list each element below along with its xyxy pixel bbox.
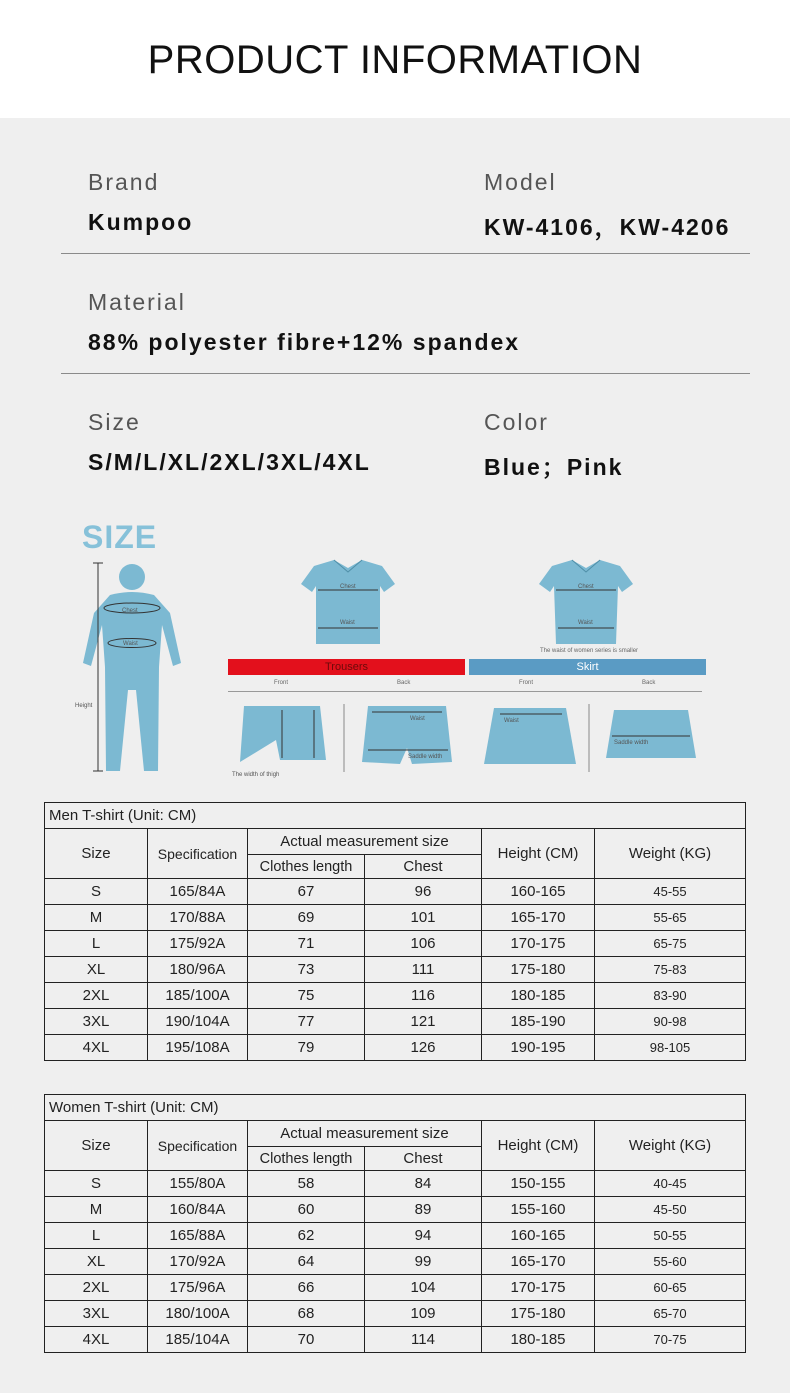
cell-chest: 116 — [365, 983, 482, 1009]
header-height: Height (CM) — [482, 1121, 595, 1171]
skirt-saddle-width-label: Saddle width — [614, 740, 649, 746]
cell-length: 64 — [248, 1249, 365, 1275]
trousers-front-label: Front — [274, 680, 289, 686]
cell-chest: 114 — [365, 1327, 482, 1353]
cell-spec: 180/100A — [148, 1301, 248, 1327]
color-label: Color — [484, 409, 549, 435]
body-waist-label: Waist — [123, 641, 138, 647]
cell-weight: 90-98 — [595, 1009, 746, 1035]
cell-chest: 84 — [365, 1171, 482, 1197]
cell-chest: 99 — [365, 1249, 482, 1275]
men-shirt-figure — [298, 558, 398, 646]
cell-size: 2XL — [45, 1275, 148, 1301]
cell-spec: 175/96A — [148, 1275, 248, 1301]
cell-spec: 180/96A — [148, 957, 248, 983]
cell-chest: 89 — [365, 1197, 482, 1223]
cell-spec: 190/104A — [148, 1009, 248, 1035]
women-waist-note: The waist of women series is smaller — [540, 648, 639, 654]
men-shirt-chest-label: Chest — [340, 584, 356, 590]
cell-spec: 170/92A — [148, 1249, 248, 1275]
brand-value: Kumpoo — [88, 209, 194, 235]
cell-chest: 111 — [365, 957, 482, 983]
body-measurement-figure — [70, 555, 200, 777]
skirt-waist-label: Waist — [504, 718, 519, 724]
women-shirt-chest-label: Chest — [578, 584, 594, 590]
cell-weight: 65-75 — [595, 931, 746, 957]
table-row — [45, 931, 746, 957]
cell-height: 175-180 — [482, 1301, 595, 1327]
table-row — [45, 1249, 746, 1275]
cell-weight: 50-55 — [595, 1223, 746, 1249]
trousers-bar: Trousers — [228, 659, 465, 675]
cell-weight: 70-75 — [595, 1327, 746, 1353]
women-shirt-waist-label: Waist — [578, 620, 593, 626]
cell-chest: 106 — [365, 931, 482, 957]
size-guide-title: SIZE — [82, 519, 158, 555]
header-size: Size — [45, 829, 148, 879]
header-weight: Weight (KG) — [595, 1121, 746, 1171]
saddle-width-label: Saddle width — [408, 754, 443, 760]
cell-size: 4XL — [45, 1327, 148, 1353]
cell-height: 170-175 — [482, 1275, 595, 1301]
cell-length: 58 — [248, 1171, 365, 1197]
cell-chest: 109 — [365, 1301, 482, 1327]
cell-height: 155-160 — [482, 1197, 595, 1223]
header-weight: Weight (KG) — [595, 829, 746, 879]
cell-length: 69 — [248, 905, 365, 931]
cell-spec: 165/84A — [148, 879, 248, 905]
divider — [61, 253, 750, 254]
cell-weight: 75-83 — [595, 957, 746, 983]
material-label: Material — [88, 289, 186, 315]
cell-spec: 160/84A — [148, 1197, 248, 1223]
table-row — [45, 1035, 746, 1061]
cell-size: S — [45, 1171, 148, 1197]
women-shirt-figure — [536, 558, 636, 646]
header-spec: Specification — [148, 1121, 248, 1171]
body-chest-label: Chest — [122, 608, 138, 614]
cell-length: 60 — [248, 1197, 365, 1223]
material-value: 88% polyester fibre+12% spandex — [88, 329, 521, 355]
cell-height: 165-170 — [482, 905, 595, 931]
cell-size: 2XL — [45, 983, 148, 1009]
cell-size: M — [45, 1197, 148, 1223]
men-shirt-waist-label: Waist — [340, 620, 355, 626]
cell-size: L — [45, 1223, 148, 1249]
cell-spec: 155/80A — [148, 1171, 248, 1197]
cell-chest: 121 — [365, 1009, 482, 1035]
table-row — [45, 1197, 746, 1223]
cell-length: 67 — [248, 879, 365, 905]
table-row — [45, 879, 746, 905]
table-row — [45, 1171, 746, 1197]
cell-chest: 94 — [365, 1223, 482, 1249]
cell-length: 68 — [248, 1301, 365, 1327]
cell-size: L — [45, 931, 148, 957]
cell-height: 150-155 — [482, 1171, 595, 1197]
cell-weight: 98-105 — [595, 1035, 746, 1061]
header-size: Size — [45, 1121, 148, 1171]
cell-size: S — [45, 879, 148, 905]
cell-size: 3XL — [45, 1009, 148, 1035]
cell-height: 165-170 — [482, 1249, 595, 1275]
cell-length: 66 — [248, 1275, 365, 1301]
women-table-caption: Women T-shirt (Unit: CM) — [45, 1095, 746, 1121]
cell-height: 180-185 — [482, 983, 595, 1009]
table-row — [45, 983, 746, 1009]
cell-length: 71 — [248, 931, 365, 957]
cell-spec: 170/88A — [148, 905, 248, 931]
table-row — [45, 957, 746, 983]
cell-height: 160-165 — [482, 879, 595, 905]
cell-weight: 65-70 — [595, 1301, 746, 1327]
cell-weight: 40-45 — [595, 1171, 746, 1197]
header-spec: Specification — [148, 829, 248, 879]
page-header — [0, 0, 790, 118]
table-row — [45, 1327, 746, 1353]
cell-height: 185-190 — [482, 1009, 595, 1035]
cell-size: XL — [45, 1249, 148, 1275]
cell-weight: 60-65 — [595, 1275, 746, 1301]
header-chest: Chest — [365, 855, 482, 879]
table-row — [45, 1275, 746, 1301]
trousers-waist-label: Waist — [410, 716, 425, 722]
cell-chest: 104 — [365, 1275, 482, 1301]
trousers-back-label: Back — [397, 680, 411, 686]
cell-spec: 175/92A — [148, 931, 248, 957]
cell-size: 4XL — [45, 1035, 148, 1061]
size-value: S/M/L/XL/2XL/3XL/4XL — [88, 449, 371, 475]
women-size-table — [44, 1094, 746, 1353]
body-height-label: Height — [75, 703, 93, 709]
cell-size: M — [45, 905, 148, 931]
model-value: KW-4106，KW-4206 — [484, 214, 731, 240]
men-table-caption: Men T-shirt (Unit: CM) — [45, 803, 746, 829]
thigh-width-label: The width of thigh — [232, 772, 280, 778]
header-length: Clothes length — [248, 855, 365, 879]
cell-spec: 195/108A — [148, 1035, 248, 1061]
model-label: Model — [484, 169, 557, 195]
page-title: PRODUCT INFORMATION — [147, 38, 643, 82]
header-length: Clothes length — [248, 1147, 365, 1171]
skirt-front-label: Front — [519, 680, 534, 686]
divider — [61, 373, 750, 374]
skirt-back-label: Back — [642, 680, 656, 686]
cell-height: 175-180 — [482, 957, 595, 983]
cell-height: 160-165 — [482, 1223, 595, 1249]
cell-chest: 126 — [365, 1035, 482, 1061]
header-height: Height (CM) — [482, 829, 595, 879]
cell-length: 79 — [248, 1035, 365, 1061]
skirt-bar: Skirt — [469, 659, 706, 675]
table-row — [45, 1301, 746, 1327]
cell-length: 62 — [248, 1223, 365, 1249]
cell-weight: 45-55 — [595, 879, 746, 905]
cell-weight: 45-50 — [595, 1197, 746, 1223]
brand-label: Brand — [88, 169, 160, 195]
cell-chest: 101 — [365, 905, 482, 931]
cell-size: 3XL — [45, 1301, 148, 1327]
header-chest: Chest — [365, 1147, 482, 1171]
cell-chest: 96 — [365, 879, 482, 905]
size-label: Size — [88, 409, 141, 435]
cell-spec: 185/100A — [148, 983, 248, 1009]
color-value: Blue；Pink — [484, 454, 624, 480]
cell-spec: 185/104A — [148, 1327, 248, 1353]
cell-length: 70 — [248, 1327, 365, 1353]
cell-weight: 55-60 — [595, 1249, 746, 1275]
cell-height: 180-185 — [482, 1327, 595, 1353]
cell-length: 73 — [248, 957, 365, 983]
cell-height: 190-195 — [482, 1035, 595, 1061]
table-row — [45, 1223, 746, 1249]
header-actual: Actual measurement size — [248, 829, 482, 855]
table-row — [45, 905, 746, 931]
cell-weight: 83-90 — [595, 983, 746, 1009]
cell-spec: 165/88A — [148, 1223, 248, 1249]
cell-weight: 55-65 — [595, 905, 746, 931]
cell-length: 75 — [248, 983, 365, 1009]
cell-length: 77 — [248, 1009, 365, 1035]
men-size-table — [44, 802, 746, 1061]
cell-height: 170-175 — [482, 931, 595, 957]
header-actual: Actual measurement size — [248, 1121, 482, 1147]
shorts-diagram — [228, 700, 706, 785]
divider — [228, 691, 702, 692]
cell-size: XL — [45, 957, 148, 983]
table-row — [45, 1009, 746, 1035]
